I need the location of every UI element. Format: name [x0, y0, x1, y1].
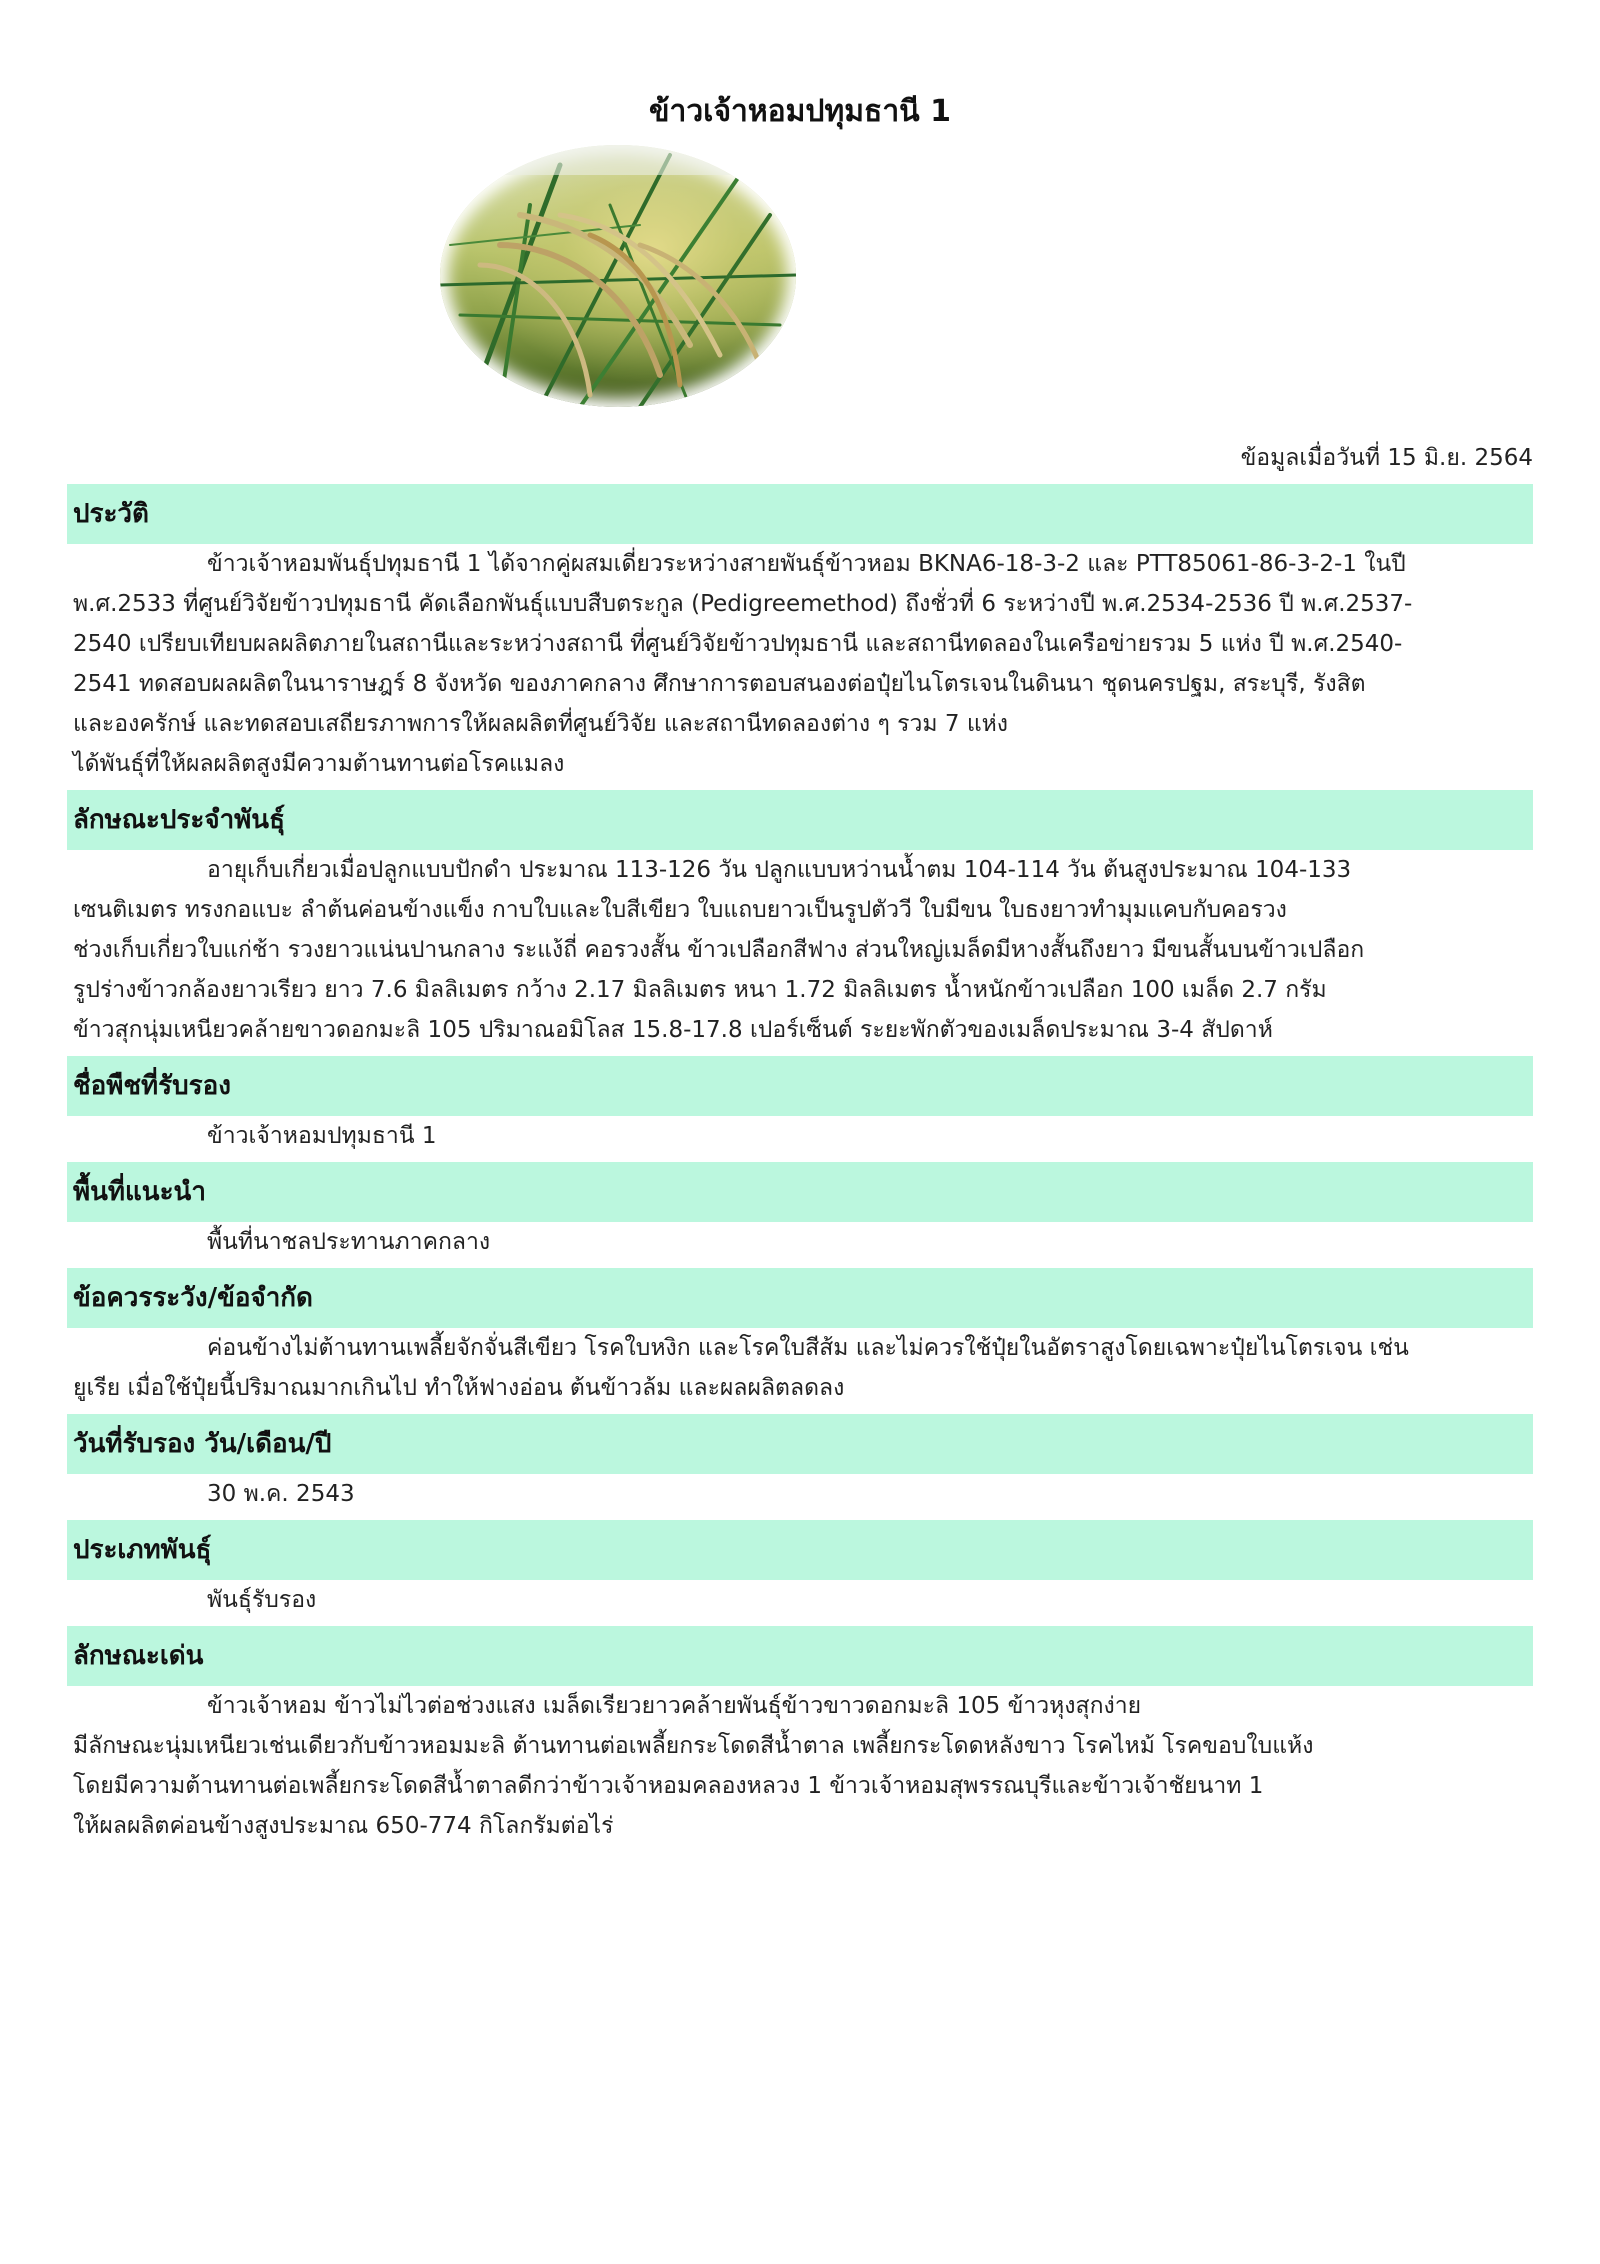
section-heading: ประวัติ — [67, 484, 1533, 544]
section-precautions — [67, 1268, 1533, 1412]
section-heading: วันที่รับรอง วัน/เดือน/ปี — [67, 1414, 1533, 1474]
body-line: พ.ศ.2533 ที่ศูนย์วิจัยข้าวปทุมธานี คัดเลือกพันธุ์แบบสืบตระกูล (Pedigreemethod) ถึงชั่วที่ 6 ระหว่างปี พ.ศ.2534-2536 ปี พ.ศ.2537- — [73, 591, 1413, 617]
body-line: ช่วงเก็บเกี่ยวใบแก่ช้า รวงยาวแน่นปานกลาง ระแง้ถี่ คอรวงสั้น ข้าวเปลือกสีฟาง ส่วนใหญ่เมล็ดมีหางสั้นถึงยาว มีขนสั้นบนข้าวเปลือก — [73, 937, 1365, 963]
body-line: ได้พันธุ์ที่ให้ผลผลิตสูงมีความต้านทานต่อโรคแมลง — [73, 751, 565, 777]
body-line: พื้นที่นาชลประทานภาคกลาง — [207, 1229, 491, 1255]
body-line: มีลักษณะนุ่มเหนียวเช่นเดียวกับข้าวหอมมะลิ ต้านทานต่อเพลี้ยกระโดดสีน้ำตาล เพลี้ยกระโดดหลังขาว โรคไหม้ โรคขอบใบแห้ง — [73, 1733, 1314, 1759]
section-history — [67, 484, 1533, 788]
body-line: ข้าวเจ้าหอมพันธุ์ปทุมธานี 1 ได้จากคู่ผสมเดี่ยวระหว่างสายพันธุ์ข้าวหอม BKNA6-18-3-2 และ PTT85061-86-3-2-1 ในปี — [207, 551, 1406, 577]
body-line: ยูเรีย เมื่อใช้ปุ๋ยนี้ปริมาณมากเกินไป ทำให้ฟางอ่อน ต้นข้าวล้ม และผลผลิตลดลง — [73, 1375, 845, 1401]
body-line: เซนติเมตร ทรงกอแบะ ลำต้นค่อนข้างแข็ง กาบใบและใบสีเขียว ใบแถบยาวเป็นรูปตัววี ใบมีขน ใบธงยาวทำมุมแคบกับคอรวง — [73, 897, 1287, 923]
section-highlights — [67, 1626, 1533, 1850]
rice-plant-photo — [440, 145, 796, 407]
body-line: 30 พ.ค. 2543 — [207, 1481, 355, 1507]
body-line: พันธุ์รับรอง — [207, 1587, 317, 1613]
body-line: ข้าวเจ้าหอม ข้าวไม่ไวต่อช่วงแสง เมล็ดเรียวยาวคล้ายพันธุ์ข้าวขาวดอกมะลิ 105 ข้าวหุงสุกง่าย — [207, 1693, 1142, 1719]
rice-plant-illustration — [440, 145, 796, 407]
section-body — [67, 1580, 1533, 1624]
updated-date: ข้อมูลเมื่อวันที่ 15 มิ.ย. 2564 — [1240, 445, 1533, 471]
section-heading: พื้นที่แนะนำ — [67, 1162, 1533, 1222]
section-body — [67, 1222, 1533, 1266]
section-variety-type — [67, 1520, 1533, 1624]
section-body — [67, 1328, 1533, 1412]
section-body — [67, 544, 1533, 788]
section-heading: ข้อควรระวัง/ข้อจำกัด — [67, 1268, 1533, 1328]
body-line: ข้าวเจ้าหอมปทุมธานี 1 — [207, 1123, 437, 1149]
section-body — [67, 1686, 1533, 1850]
body-line: ข้าวสุกนุ่มเหนียวคล้ายขาวดอกมะลิ 105 ปริมาณอมิโลส 15.8-17.8 เปอร์เซ็นต์ ระยะพักตัวของเมล็ดประมาณ 3-4 สัปดาห์ — [73, 1017, 1273, 1043]
section-body — [67, 1474, 1533, 1518]
body-line: โดยมีความต้านทานต่อเพลี้ยกระโดดสีน้ำตาลดีกว่าข้าวเจ้าหอมคลองหลวง 1 ข้าวเจ้าหอมสุพรรณบุรีและข้าวเจ้าชัยนาท 1 — [73, 1773, 1264, 1799]
section-heading: ชื่อพืชที่รับรอง — [67, 1056, 1533, 1116]
body-line: และองครักษ์ และทดสอบเสถียรภาพการให้ผลผลิตที่ศูนย์วิจัย และสถานีทดลองต่าง ๆ รวม 7 แห่ง — [73, 711, 1009, 737]
body-line: ค่อนข้างไม่ต้านทานเพลี้ยจักจั่นสีเขียว โรคใบหงิก และโรคใบสีส้ม และไม่ควรใช้ปุ๋ยในอัตราสูงโดยเฉพาะปุ๋ยไนโตรเจน เช่น — [207, 1335, 1409, 1361]
body-line: อายุเก็บเกี่ยวเมื่อปลูกแบบปักดำ ประมาณ 113-126 วัน ปลูกแบบหว่านน้ำตม 104-114 วัน ต้นสูงประมาณ 104-133 — [207, 857, 1352, 883]
section-heading: ลักษณะเด่น — [67, 1626, 1533, 1686]
section-recommended-area — [67, 1162, 1533, 1266]
body-line: ให้ผลผลิตค่อนข้างสูงประมาณ 650-774 กิโลกรัมต่อไร่ — [73, 1813, 614, 1839]
section-heading: ลักษณะประจำพันธุ์ — [67, 790, 1533, 850]
section-heading: ประเภทพันธุ์ — [67, 1520, 1533, 1580]
section-body — [67, 1116, 1533, 1160]
page-title: ข้าวเจ้าหอมปทุมธานี 1 — [648, 94, 952, 129]
body-line: 2541 ทดสอบผลผลิตในนาราษฎร์ 8 จังหวัด ของภาคกลาง ศึกษาการตอบสนองต่อปุ๋ยไนโตรเจนในดินนา ชุดนครปฐม, สระบุรี, รังสิต — [73, 671, 1366, 697]
section-body — [67, 850, 1533, 1054]
body-line: 2540 เปรียบเทียบผลผลิตภายในสถานีและระหว่างสถานี ที่ศูนย์วิจัยข้าวปทุมธานี และสถานีทดลองในเครือข่ายรวม 5 แห่ง ปี พ.ศ.2540- — [73, 631, 1403, 657]
body-line: รูปร่างข้าวกล้องยาวเรียว ยาว 7.6 มิลลิเมตร กว้าง 2.17 มิลลิเมตร หนา 1.72 มิลลิเมตร น้ำหนักข้าวเปลือก 100 เมล็ด 2.7 กรัม — [73, 977, 1327, 1003]
section-certification-date — [67, 1414, 1533, 1518]
sections — [67, 482, 1533, 1850]
section-certified-name — [67, 1056, 1533, 1160]
section-characteristics — [67, 790, 1533, 1054]
